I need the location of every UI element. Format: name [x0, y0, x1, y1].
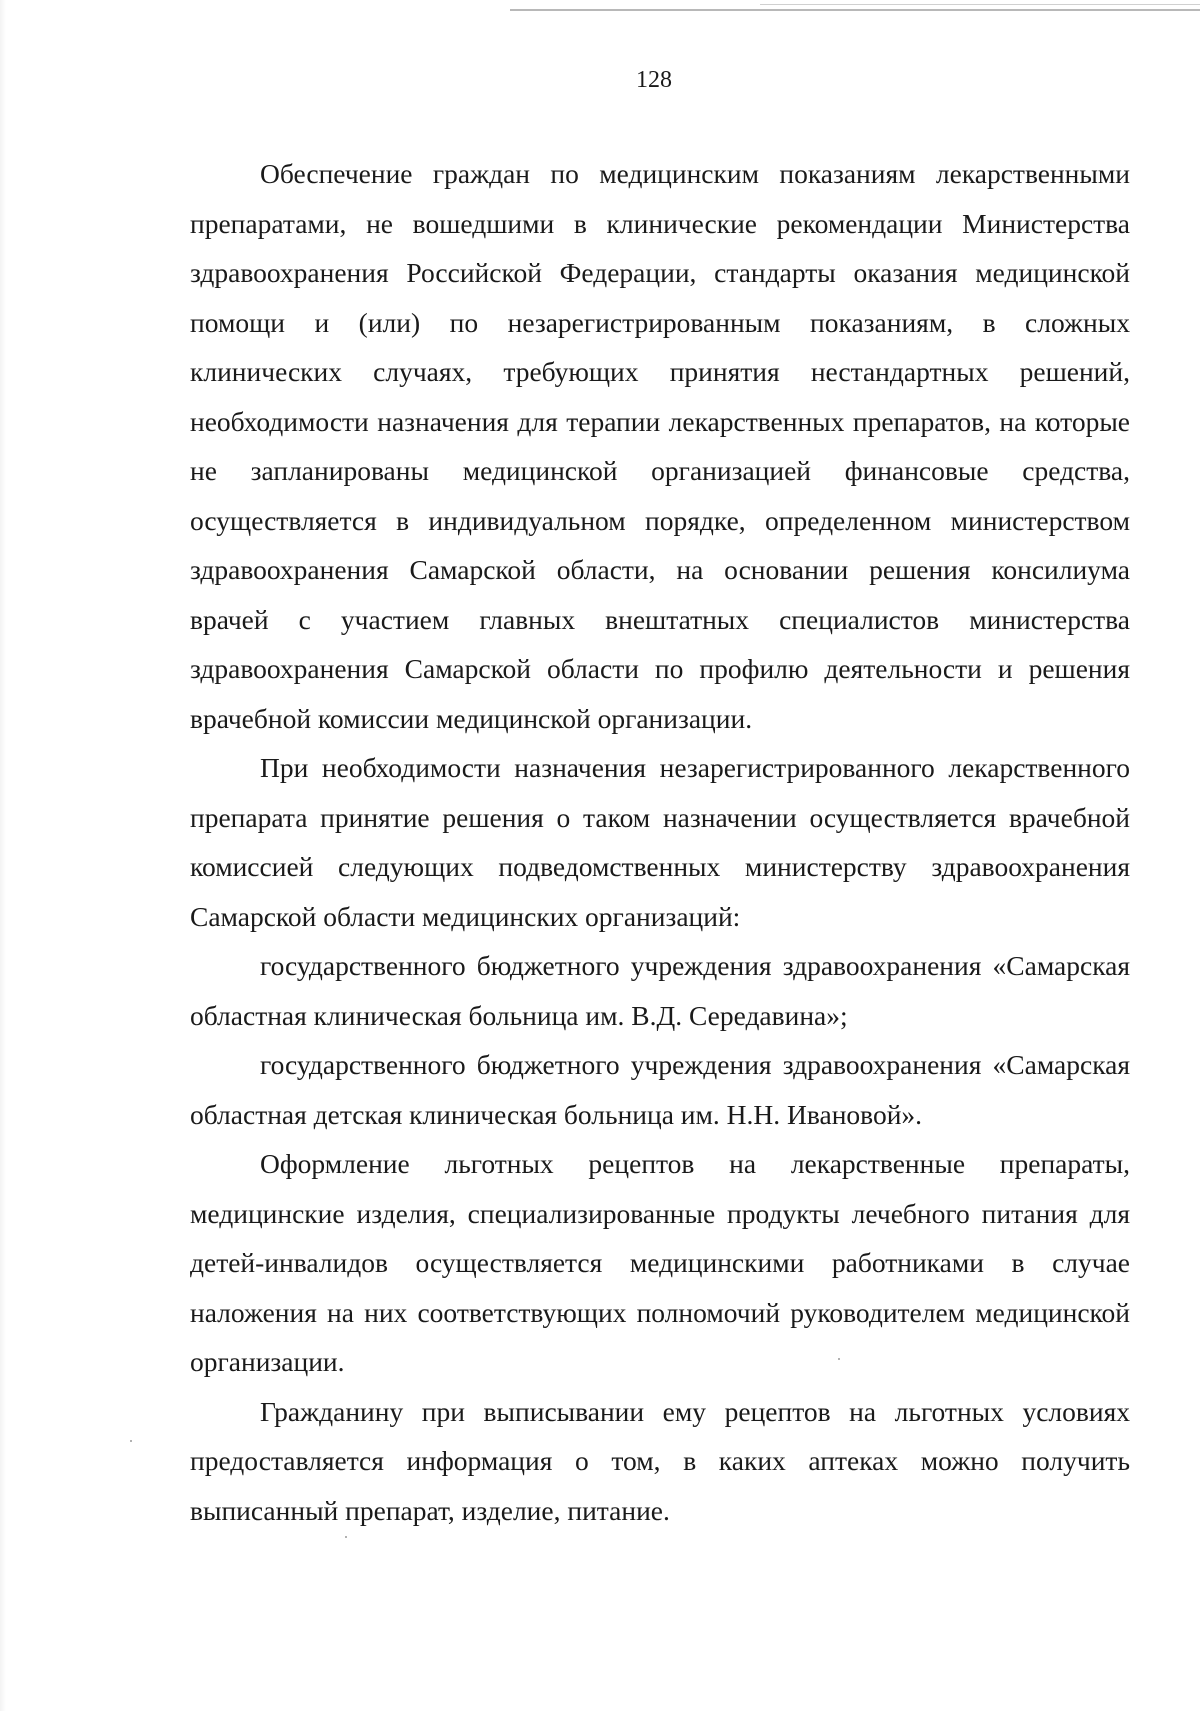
paragraph-prescriptions: Оформление льготных рецептов на лекарственные препараты, медицинские изделия, специализированные продукты лечебного питания для детей-инвалидов осуществляется медицинскими работниками в случае наложения на них соответствующих полномочий руководителем медицинской организации. — [190, 1148, 1130, 1377]
list-item-seredavin-hospital: государственного бюджетного учреждения здравоохранения «Самарская областная клиническая больница им. В.Д. Середавина»; — [190, 950, 1130, 1031]
scan-edge-shadow — [0, 0, 6, 1711]
scan-speck — [838, 1358, 840, 1360]
paragraph-pharmacy-info: Гражданину при выписывании ему рецептов на льготных условиях предоставляется информация о том, в каких аптеках можно получить выписанный препарат, изделие, питание. — [190, 1395, 1130, 1526]
list-item-ivanova-childrens-hospital: государственного бюджетного учреждения здравоохранения «Самарская областная детская клиническая больница им. Н.Н. Ивановой». — [190, 1049, 1130, 1130]
page-number: 128 — [636, 67, 672, 93]
paragraph-provision: Обеспечение граждан по медицинским показаниям лекарственными препаратами, не вошедшими в клинические рекомендации Министерства здравоохранения Российской Федерации, стандарты оказания медицинской помощи и (или) по незарегистрированным показаниям, в сложных клинических случаях, требующих принятия нестандартных решений, необходимости назначения для терапии лекарственных препаратов, на которые не запланированы медицинской организацией финансовые средства, осуществляется в индивидуальном порядке, определенном министерством здравоохранения Самарской области, на основании решения консилиума врачей с участием главных внештатных специалистов министерства здравоохранения Самарской области по профилю деятельности и решения врачебной комиссии медицинской организации. — [190, 158, 1130, 734]
scan-speck — [130, 1440, 132, 1442]
document-body — [190, 149, 1130, 1535]
top-scan-line — [510, 9, 1200, 11]
paragraph-unregistered-drug: При необходимости назначения незарегистрированного лекарственного препарата принятие решения о таком назначении осуществляется врачебной комиссией следующих подведомственных министерству здравоохранения Самарской области медицинских организаций: — [190, 752, 1130, 932]
top-scan-line-thin — [760, 4, 1200, 5]
scan-speck — [345, 1536, 347, 1538]
